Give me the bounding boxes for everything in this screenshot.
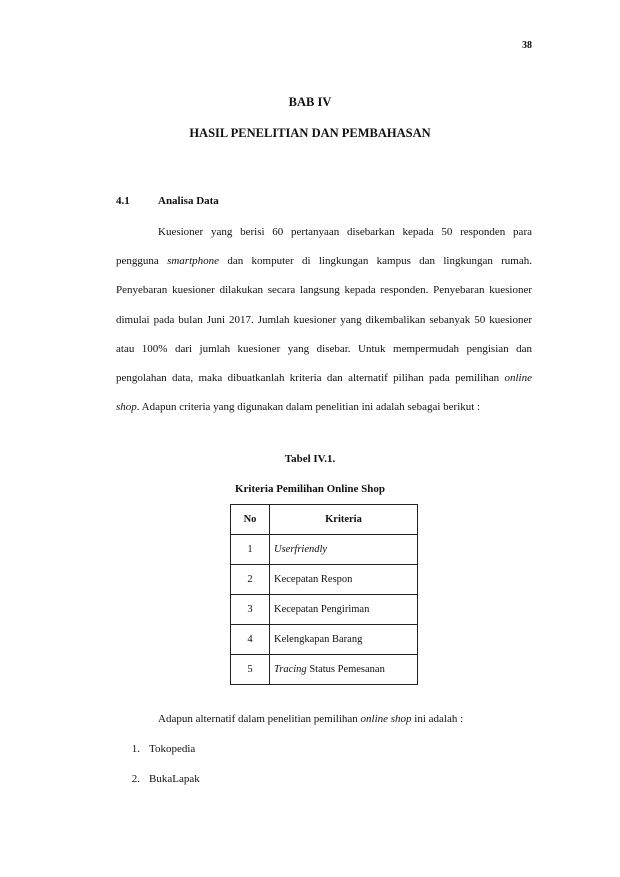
paragraph-text-3: . Adapun criteria yang digunakan dalam penelitian ini adalah sebagai berikut : bbox=[136, 401, 481, 414]
paragraph-emphasis-2: online shop bbox=[116, 372, 532, 414]
list-item: 2. BukaLapak bbox=[131, 773, 200, 785]
paragraph-text-2: dan komputer di lingkungan kampus dan lingkungan rumah. Penyebaran kuesioner dilakukan secara langsung kepada responden. Penyebaran kuesioner dimulai pada bulan Juni 2017. Jumlah kuesioner yang dikembalikan sebanyak 50 kuesioner atau 100% dari jumlah kuesioner yang disebar. Untuk mempermudah pengisian dan pengolahan data, maka dibuatkanlah kriteria dan alternatif pilihan pada pemilihan bbox=[116, 255, 533, 385]
table-row bbox=[231, 655, 418, 685]
chapter-heading: BAB IV bbox=[288, 95, 332, 109]
list-item: 1. Tokopedia bbox=[131, 743, 196, 755]
table-title: Kriteria Pemilihan Online Shop bbox=[234, 483, 386, 495]
alternatives-intro: Adapun alternatif dalam penelitian pemilihan online shop ini adalah : bbox=[158, 713, 464, 725]
section-title: Analisa Data bbox=[158, 195, 219, 207]
table-header-row bbox=[231, 505, 418, 535]
chapter-title: HASIL PENELITIAN DAN PEMBAHASAN bbox=[189, 126, 431, 140]
body-paragraph bbox=[116, 218, 532, 422]
table-row bbox=[231, 565, 418, 595]
row-number: 2 bbox=[231, 565, 270, 595]
page-number: 38 bbox=[522, 40, 532, 51]
header-kriteria: Kriteria bbox=[270, 505, 418, 535]
row-number: 1 bbox=[231, 535, 270, 565]
table-row bbox=[231, 625, 418, 655]
section-number: 4.1 bbox=[116, 195, 130, 207]
section-heading bbox=[116, 195, 219, 207]
row-number: 5 bbox=[231, 655, 270, 685]
paragraph-emphasis-1: smartphone bbox=[167, 255, 220, 268]
row-criteria: Tracing Status Pemesanan bbox=[270, 655, 418, 685]
row-number: 3 bbox=[231, 595, 270, 625]
row-criteria: Kecepatan Respon bbox=[270, 565, 418, 595]
table-row bbox=[231, 595, 418, 625]
intro-emphasis: online shop bbox=[360, 713, 412, 725]
row-number: 4 bbox=[231, 625, 270, 655]
table-row bbox=[231, 535, 418, 565]
alternatives-list bbox=[116, 740, 200, 800]
paragraph-text-1: Kuesioner yang berisi 60 pertanyaan disebarkan kepada 50 responden para pengguna bbox=[116, 226, 532, 268]
table-caption: Tabel IV.1. bbox=[284, 453, 336, 465]
row-criteria: Userfriendly bbox=[270, 535, 418, 565]
criteria-table bbox=[230, 504, 418, 685]
row-criteria: Kecepatan Pengiriman bbox=[270, 595, 418, 625]
row-criteria: Kelengkapan Barang bbox=[270, 625, 418, 655]
header-no: No bbox=[231, 505, 270, 535]
